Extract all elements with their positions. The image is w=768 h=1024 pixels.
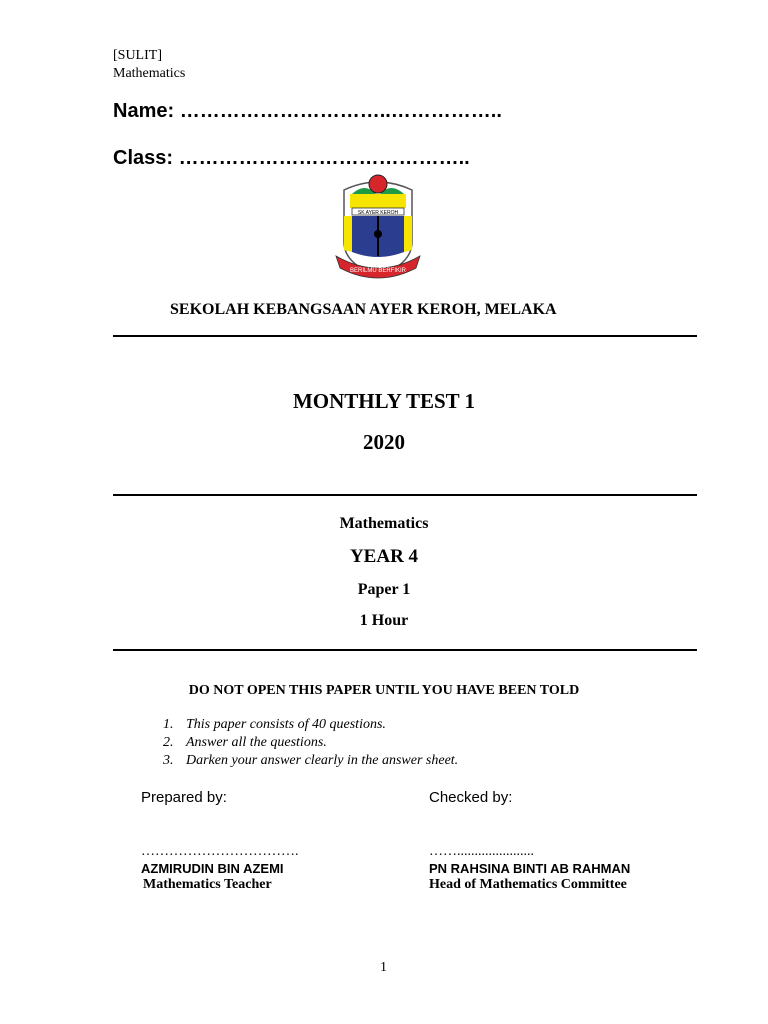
- checked-signature-line: ……......................: [429, 844, 534, 859]
- page-number: 1: [380, 960, 387, 975]
- name-field: Name: …………………………..……………..: [113, 100, 502, 122]
- logo-motto: BERILMU BERFIKIR: [349, 268, 407, 274]
- logo-text-top: SK AYER KEROH: [357, 210, 399, 216]
- school-logo: [330, 172, 426, 284]
- test-year: 2020: [363, 430, 405, 454]
- class-field: Class: ……………………………………..: [113, 147, 470, 169]
- paper-subject: Mathematics: [339, 515, 429, 532]
- instruction-item: 1. This paper consists of 40 questions.: [163, 717, 386, 732]
- prepared-name: AZMIRUDIN BIN AZEMI: [141, 861, 284, 876]
- prepared-signature-line: …………………………….: [141, 844, 299, 859]
- paper-level: YEAR 4: [349, 546, 419, 567]
- classification-label: [SULIT]: [113, 48, 162, 63]
- instruction-item: 2. Answer all the questions.: [163, 735, 327, 750]
- prepared-by-label: Prepared by:: [141, 789, 227, 806]
- instructions-list: [163, 716, 459, 770]
- paper-duration: 1 Hour: [359, 612, 409, 629]
- warning-text: DO NOT OPEN THIS PAPER UNTIL YOU HAVE BEEN TOLD: [188, 683, 580, 698]
- checked-name: PN RAHSINA BINTI AB RAHMAN: [429, 861, 631, 876]
- checked-role: Head of Mathematics Committee: [429, 877, 627, 892]
- divider-1: [113, 335, 697, 337]
- instruction-item: 3. Darken your answer clearly in the answer sheet.: [163, 753, 459, 768]
- checked-by-label: Checked by:: [429, 789, 513, 806]
- school-name: SEKOLAH KEBANGSAAN AYER KEROH, MELAKA: [170, 301, 557, 318]
- prepared-role: Mathematics Teacher: [143, 877, 272, 892]
- divider-3: [113, 649, 697, 651]
- divider-2: [113, 494, 697, 496]
- header-subject: Mathematics: [113, 66, 186, 81]
- test-title: MONTHLY TEST 1: [292, 389, 476, 413]
- paper-number: Paper 1: [357, 581, 411, 598]
